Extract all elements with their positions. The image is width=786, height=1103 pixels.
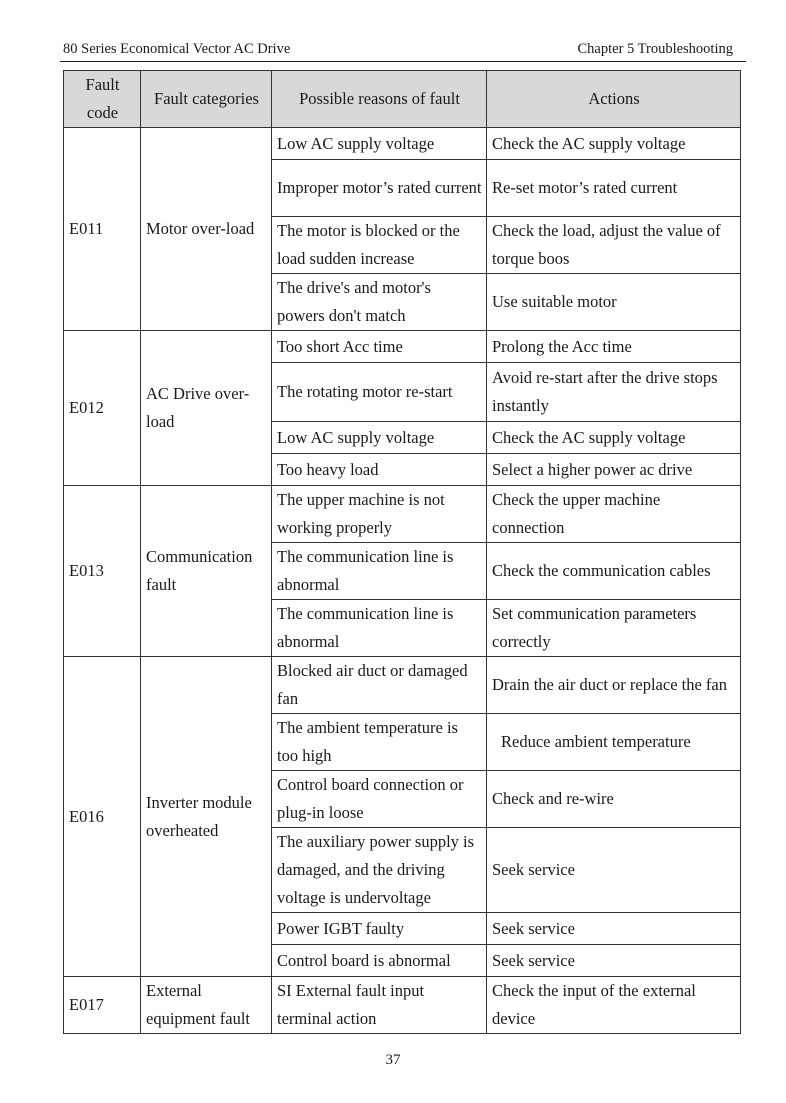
column-header-fault-categories: Fault categories	[141, 71, 272, 128]
fault-action-cell: Check the AC supply voltage	[487, 128, 741, 160]
fault-reason-cell: Power IGBT faulty	[272, 913, 487, 945]
fault-reason-cell: Too heavy load	[272, 454, 487, 486]
fault-action-cell: Seek service	[487, 913, 741, 945]
fault-action-cell: Check the upper machine connection	[487, 486, 741, 543]
fault-reason-cell: The ambient temperature is too high	[272, 714, 487, 771]
fault-code-cell: E017	[64, 977, 141, 1034]
fault-reason-cell: The upper machine is not working properly	[272, 486, 487, 543]
fault-action-cell: Reduce ambient temperature	[487, 714, 741, 771]
page-number: 37	[385, 1052, 401, 1068]
header-rule	[60, 61, 746, 62]
fault-reason-cell: The drive's and motor's powers don't match	[272, 274, 487, 331]
fault-category-cell: External equipment fault	[141, 977, 272, 1034]
fault-action-cell: Seek service	[487, 945, 741, 977]
table-row	[64, 331, 741, 363]
fault-action-cell: Avoid re-start after the drive stops instantly	[487, 363, 741, 422]
fault-action-cell: Prolong the Acc time	[487, 331, 741, 363]
fault-action-cell: Check the communication cables	[487, 543, 741, 600]
column-header-actions: Actions	[487, 71, 741, 128]
fault-code-cell: E013	[64, 486, 141, 657]
fault-action-cell: Check and re-wire	[487, 771, 741, 828]
fault-action-cell: Drain the air duct or replace the fan	[487, 657, 741, 714]
fault-reason-cell: The rotating motor re-start	[272, 363, 487, 422]
column-header-possible-reasons: Possible reasons of fault	[272, 71, 487, 128]
fault-reason-cell: Blocked air duct or damaged fan	[272, 657, 487, 714]
table-row	[64, 486, 741, 543]
fault-reason-cell: The auxiliary power supply is damaged, and the driving voltage is undervoltage	[272, 828, 487, 913]
fault-action-cell: Set communication parameters correctly	[487, 600, 741, 657]
fault-reason-cell: The communication line is abnormal	[272, 543, 487, 600]
fault-category-cell: Motor over-load	[141, 128, 272, 331]
fault-reason-cell: Control board is abnormal	[272, 945, 487, 977]
header-document-title: 80 Series Economical Vector AC Drive	[63, 41, 291, 57]
fault-action-cell: Use suitable motor	[487, 274, 741, 331]
fault-action-cell: Check the input of the external device	[487, 977, 741, 1034]
fault-action-cell: Check the load, adjust the value of torque boos	[487, 217, 741, 274]
table-header-row	[64, 71, 741, 128]
fault-reason-cell: Low AC supply voltage	[272, 128, 487, 160]
fault-action-cell: Select a higher power ac drive	[487, 454, 741, 486]
fault-action-cell: Check the AC supply voltage	[487, 422, 741, 454]
fault-reason-cell: Improper motor’s rated current	[272, 160, 487, 217]
fault-reason-cell: Too short Acc time	[272, 331, 487, 363]
fault-action-cell: Seek service	[487, 828, 741, 913]
fault-code-cell: E011	[64, 128, 141, 331]
fault-category-cell: Communication fault	[141, 486, 272, 657]
fault-reason-cell: Low AC supply voltage	[272, 422, 487, 454]
fault-reason-cell: The communication line is abnormal	[272, 600, 487, 657]
table-row	[64, 128, 741, 160]
fault-code-cell: E012	[64, 331, 141, 486]
table-row	[64, 657, 741, 714]
fault-action-cell: Re-set motor’s rated current	[487, 160, 741, 217]
fault-reason-cell: Control board connection or plug-in loose	[272, 771, 487, 828]
fault-category-cell: Inverter module overheated	[141, 657, 272, 977]
table-row	[64, 977, 741, 1034]
column-header-fault-code: Fault code	[64, 71, 141, 128]
header-chapter-title: Chapter 5 Troubleshooting	[577, 41, 733, 57]
fault-reason-cell: SI External fault input terminal action	[272, 977, 487, 1034]
fault-category-cell: AC Drive over-load	[141, 331, 272, 486]
fault-code-cell: E016	[64, 657, 141, 977]
fault-reason-cell: The motor is blocked or the load sudden increase	[272, 217, 487, 274]
fault-table	[63, 70, 741, 1034]
